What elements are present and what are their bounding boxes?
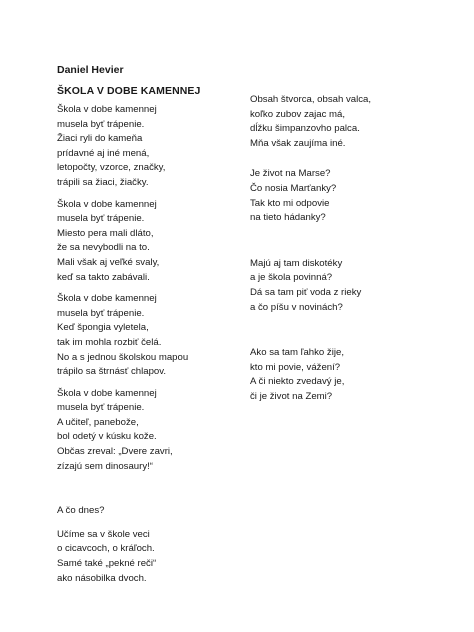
poem-right-column [250, 93, 450, 405]
poem-stanza [57, 103, 247, 191]
poem-line: zízajú sem dinosaury!“ [57, 460, 153, 472]
poem-line: Tak kto mi odpovie [250, 197, 330, 209]
poem-stanza [250, 346, 450, 404]
poem-line: Ako sa tam ľahko žije, [250, 347, 344, 359]
poem-line: trápilo sa štrnásť chlapov. [57, 366, 167, 378]
poem-stanza [57, 198, 247, 286]
poem-line: Je život na Marse? [250, 168, 331, 180]
poem-title: ŠKOLA V DOBE KAMENNEJ [57, 85, 201, 97]
poem-line: a čo píšu v novinách? [250, 301, 343, 313]
poem-line: bol odetý v kúsku kože. [57, 431, 157, 443]
poem-line: Učíme sa v škole veci [57, 528, 150, 540]
poem-line: trápili sa žiaci, žiačky. [57, 176, 149, 188]
poem-stanza [250, 93, 450, 151]
poem-line: či je život na Zemi? [250, 390, 333, 402]
poem-line: dĺžku šimpanzovho palca. [250, 123, 360, 135]
poem-line: tak im mohla rozbiť čelá. [57, 336, 162, 348]
poem-line: Občas zreval: „Dvere zavri, [57, 446, 173, 458]
poem-line: Keď špongia vyletela, [57, 322, 149, 334]
poem-stanza [57, 528, 247, 586]
poem-line: prídavné aj iné mená, [57, 147, 150, 159]
poem-line: o cicavcoch, o kráľoch. [57, 543, 155, 555]
poem-line: keď sa takto zabávali. [57, 271, 150, 283]
poem-line: Škola v dobe kamennej [57, 387, 157, 399]
poem-line: Mňa však zaujíma iné. [250, 137, 346, 149]
poem-line: A učiteľ, panebože, [57, 416, 139, 428]
poem-line: letopočty, vzorce, značky, [57, 162, 166, 174]
poem-line: musela byť trápenie. [57, 213, 145, 225]
poem-stanza [57, 504, 247, 519]
poem-line: No a s jednou školskou mapou [57, 351, 189, 363]
poem-line: musela byť trápenie. [57, 307, 145, 319]
poem-line: Škola v dobe kamennej [57, 104, 157, 115]
author-name: Daniel Hevier [57, 64, 124, 76]
poem-line: a je škola povinná? [250, 272, 333, 284]
poem-line: A čo dnes? [57, 505, 105, 517]
poem-line: Dá sa tam piť voda z rieky [250, 286, 362, 298]
poem-stanza [57, 292, 247, 380]
poem-stanza [57, 387, 247, 475]
poem-line: Škola v dobe kamennej [57, 198, 157, 210]
poem-stanza [250, 257, 450, 315]
poem-line: Miesto pera mali dláto, [57, 227, 154, 239]
poem-line: kto mi povie, vážení? [250, 361, 341, 373]
poem-line: Mali však aj veľké svaly, [57, 256, 160, 268]
poem-line: Čo nosia Marťanky? [250, 182, 337, 194]
poem-left-column [57, 103, 247, 586]
poem-line: musela byť trápenie. [57, 118, 145, 130]
poem-stanza [250, 167, 450, 225]
poem-line: Majú aj tam diskotéky [250, 257, 343, 269]
poem-line: že sa nevybodli na to. [57, 242, 150, 254]
poem-line: A či niekto zvedavý je, [250, 376, 345, 388]
poem-line: Žiaci ryli do kameňa [57, 133, 143, 145]
poem-line: Škola v dobe kamennej [57, 293, 157, 305]
poem-line: Samé také „pekné reči“ [57, 558, 157, 570]
poem-line: ako násobilka dvoch. [57, 572, 147, 584]
poem-line: Obsah štvorca, obsah valca, [250, 94, 372, 105]
poem-line: musela byť trápenie. [57, 402, 145, 414]
poem-line: koľko zubov zajac má, [250, 108, 346, 120]
poem-line: na tieto hádanky? [250, 212, 326, 224]
